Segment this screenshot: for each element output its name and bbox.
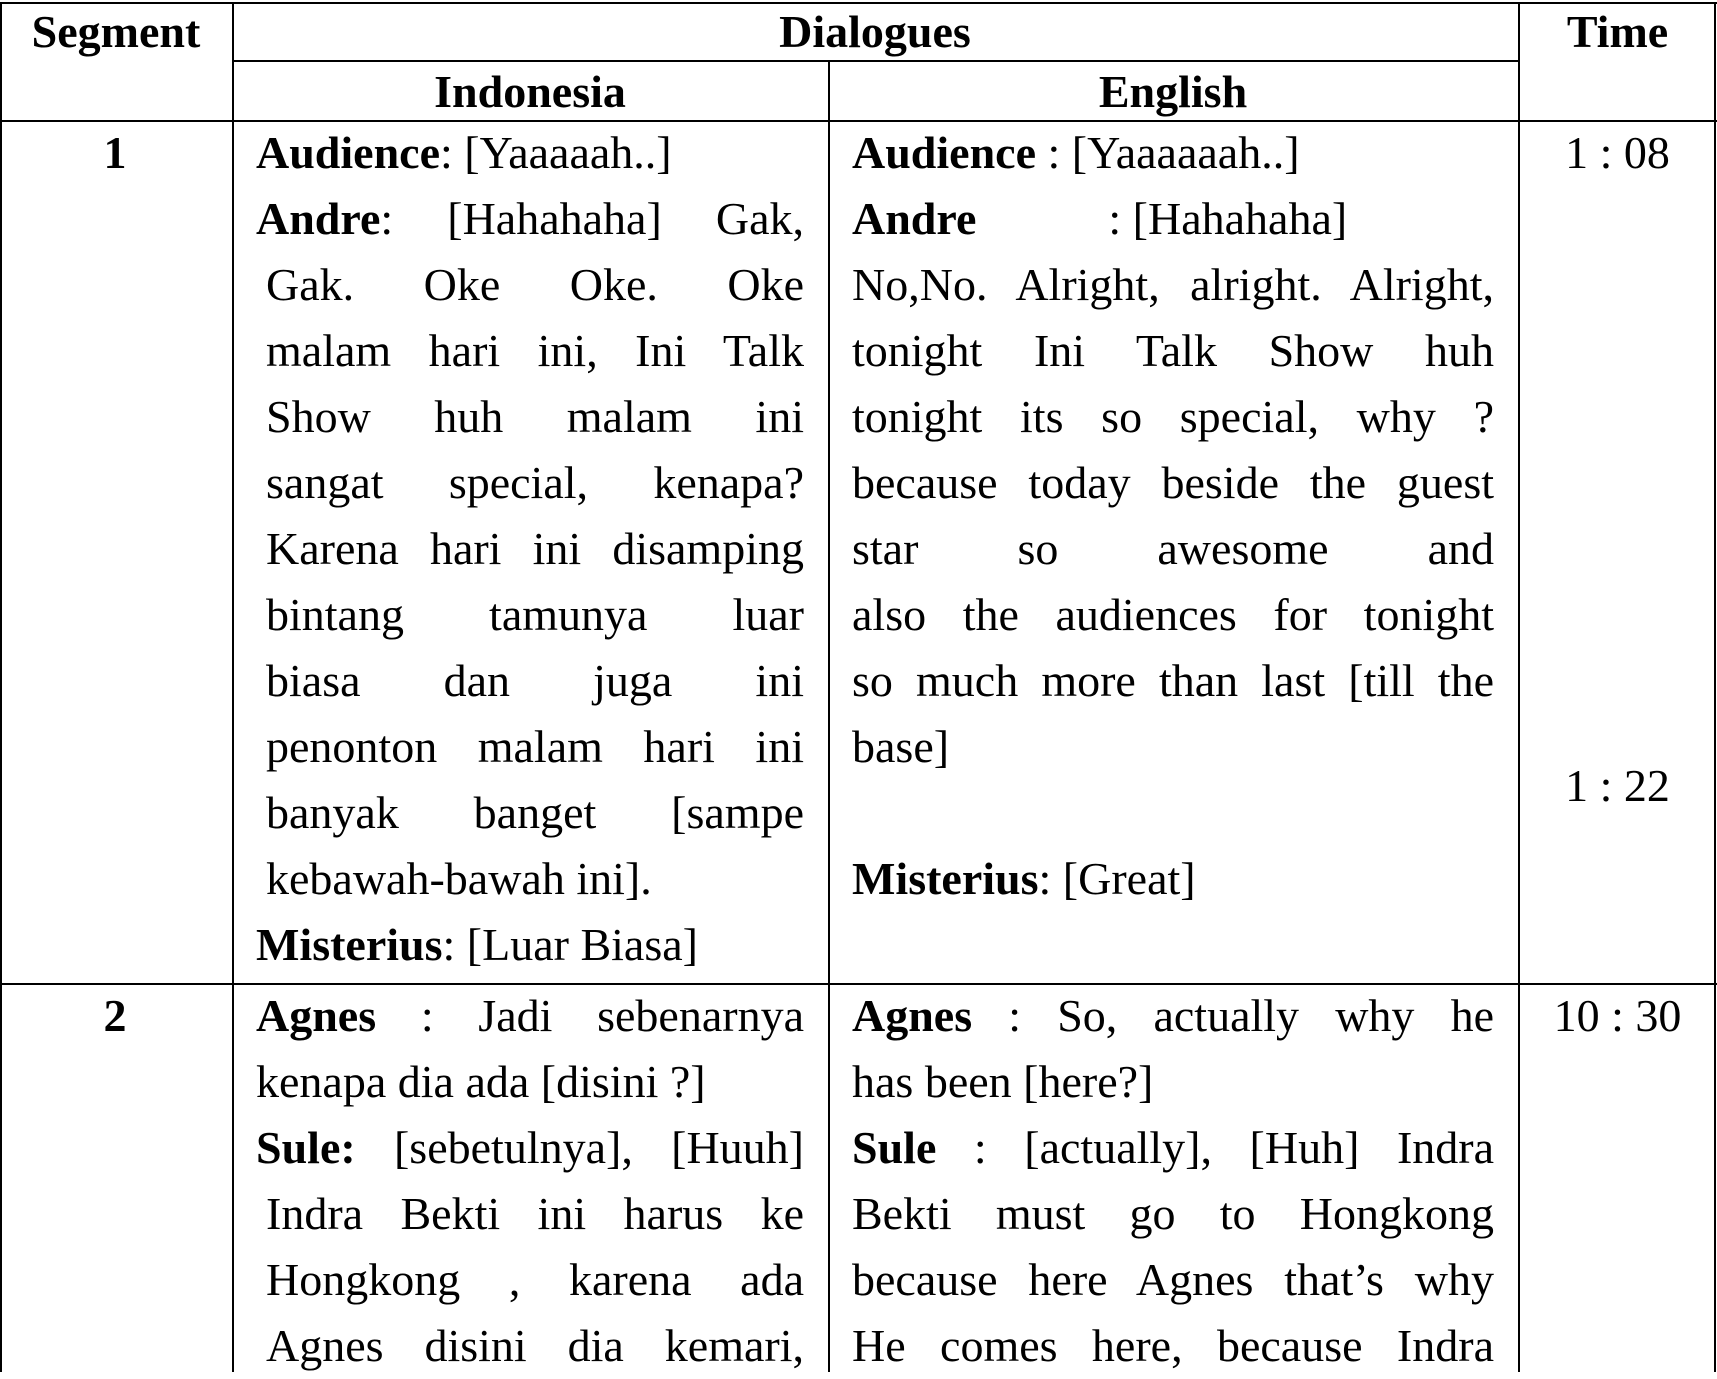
speaker-name: Misterius (852, 853, 1039, 904)
header-english: English (1098, 66, 1248, 117)
row1-en-line6: because today beside the guest (852, 457, 1494, 508)
row2-id-line4: Indra Bekti ini harus ke (266, 1188, 804, 1239)
row1-id-line4: malam hari ini, Ini Talk (266, 325, 804, 376)
row2-id-line6: Agnes disini dia kemari, (266, 1320, 804, 1371)
row1-id-line12: kebawah-bawah ini]. (266, 853, 652, 904)
row1-id-line5: Show huh malam ini (266, 391, 804, 442)
speaker-name: Audience (256, 127, 440, 178)
dialogue-text: : So, actually why he (972, 990, 1494, 1041)
segment-column-border (232, 2, 234, 1372)
dialogue-text: : [Great] (1038, 853, 1196, 904)
row1-en-line9: so much more than last [till the (852, 655, 1494, 706)
dialogue-text: : Jadi sebenarnya (376, 990, 804, 1041)
row1-id-line9: biasa dan juga ini (266, 655, 804, 706)
row1-id-line13 (256, 912, 804, 978)
row2-id-line2: kenapa dia ada [disini ?] (256, 1056, 706, 1107)
row2-segment: 2 (103, 990, 127, 1041)
row1-en-line4: tonight Ini Talk Show huh (852, 325, 1494, 376)
row2-en-line1 (852, 983, 1494, 1049)
header-time: Time (1566, 6, 1669, 57)
table-right-border (1714, 2, 1716, 1372)
row1-en-line11 (852, 846, 1494, 912)
row2-id-line1 (256, 983, 804, 1049)
row1-id-line10: penonton malam hari ini (266, 721, 804, 772)
row1-en-line10: base] (852, 721, 950, 772)
row2-time: 10 : 30 (1553, 990, 1682, 1041)
row2-en-line3 (852, 1115, 1494, 1181)
row2-en-line6: He comes here, because Indra (852, 1320, 1494, 1371)
row2-en-line4: Bekti must go to Hongkong (852, 1188, 1494, 1239)
row1-id-line8: bintang tamunya luar (266, 589, 804, 640)
row2-en-line2: has been [here?] (852, 1056, 1154, 1107)
row1-en-line7: star so awesome and (852, 523, 1494, 574)
dialogue-text: : [Hahahaha] Gak, (380, 193, 804, 244)
dialogue-text: : [actually], [Huh] Indra (936, 1122, 1494, 1173)
speaker-name: Sule: (256, 1122, 356, 1173)
row1-en-line8: also the audiences for tonight (852, 589, 1494, 640)
dialogue-text: [sebetulnya], [Huuh] (355, 1122, 804, 1173)
row1-en-line2 (852, 186, 1494, 252)
row1-time-start: 1 : 08 (1565, 127, 1670, 178)
row1-id-line7: Karena hari ini disamping (266, 523, 804, 574)
speaker-name: Sule (852, 1122, 937, 1173)
speaker-name: Audience (852, 127, 1036, 178)
row1-id-line2 (256, 186, 804, 252)
row1-time-end: 1 : 22 (1565, 760, 1670, 811)
speaker-name: Agnes (256, 990, 377, 1041)
dialogue-text: : [Hahahaha] (1108, 193, 1348, 244)
row1-en-line5: tonight its so special, why ? (852, 391, 1494, 442)
header-dialogues: Dialogues (779, 6, 971, 57)
row1-id-line11: banyak banget [sampe (266, 787, 804, 838)
row1-id-line6: sangat special, kenapa? (266, 457, 804, 508)
dialogue-text: : [Luar Biasa] (442, 919, 698, 970)
time-column-border (1518, 2, 1520, 1372)
row2-en-line5: because here Agnes that’s why (852, 1254, 1494, 1305)
speaker-name: Misterius (256, 919, 443, 970)
row1-id-line1 (256, 120, 804, 186)
row1-en-line3: No,No. Alright, alright. Alright, (852, 259, 1494, 310)
header-segment: Segment (31, 6, 201, 57)
row2-id-line5: Hongkong , karena ada (266, 1254, 804, 1305)
row1-segment: 1 (103, 127, 127, 178)
header-indonesia: Indonesia (434, 66, 626, 117)
row1-id-line3: Gak. Oke Oke. Oke (266, 259, 804, 310)
indonesia-english-border (828, 60, 830, 1372)
row1-en-line1 (852, 120, 1494, 186)
speaker-name: Andre (852, 193, 977, 244)
dialogue-text: : [Yaaaaah..] (440, 127, 672, 178)
speaker-name: Agnes (852, 990, 973, 1041)
dialogue-text: : [Yaaaaaah..] (1036, 127, 1300, 178)
row2-id-line3 (256, 1115, 804, 1181)
speaker-name: Andre (256, 193, 381, 244)
table-left-border (0, 2, 2, 1372)
